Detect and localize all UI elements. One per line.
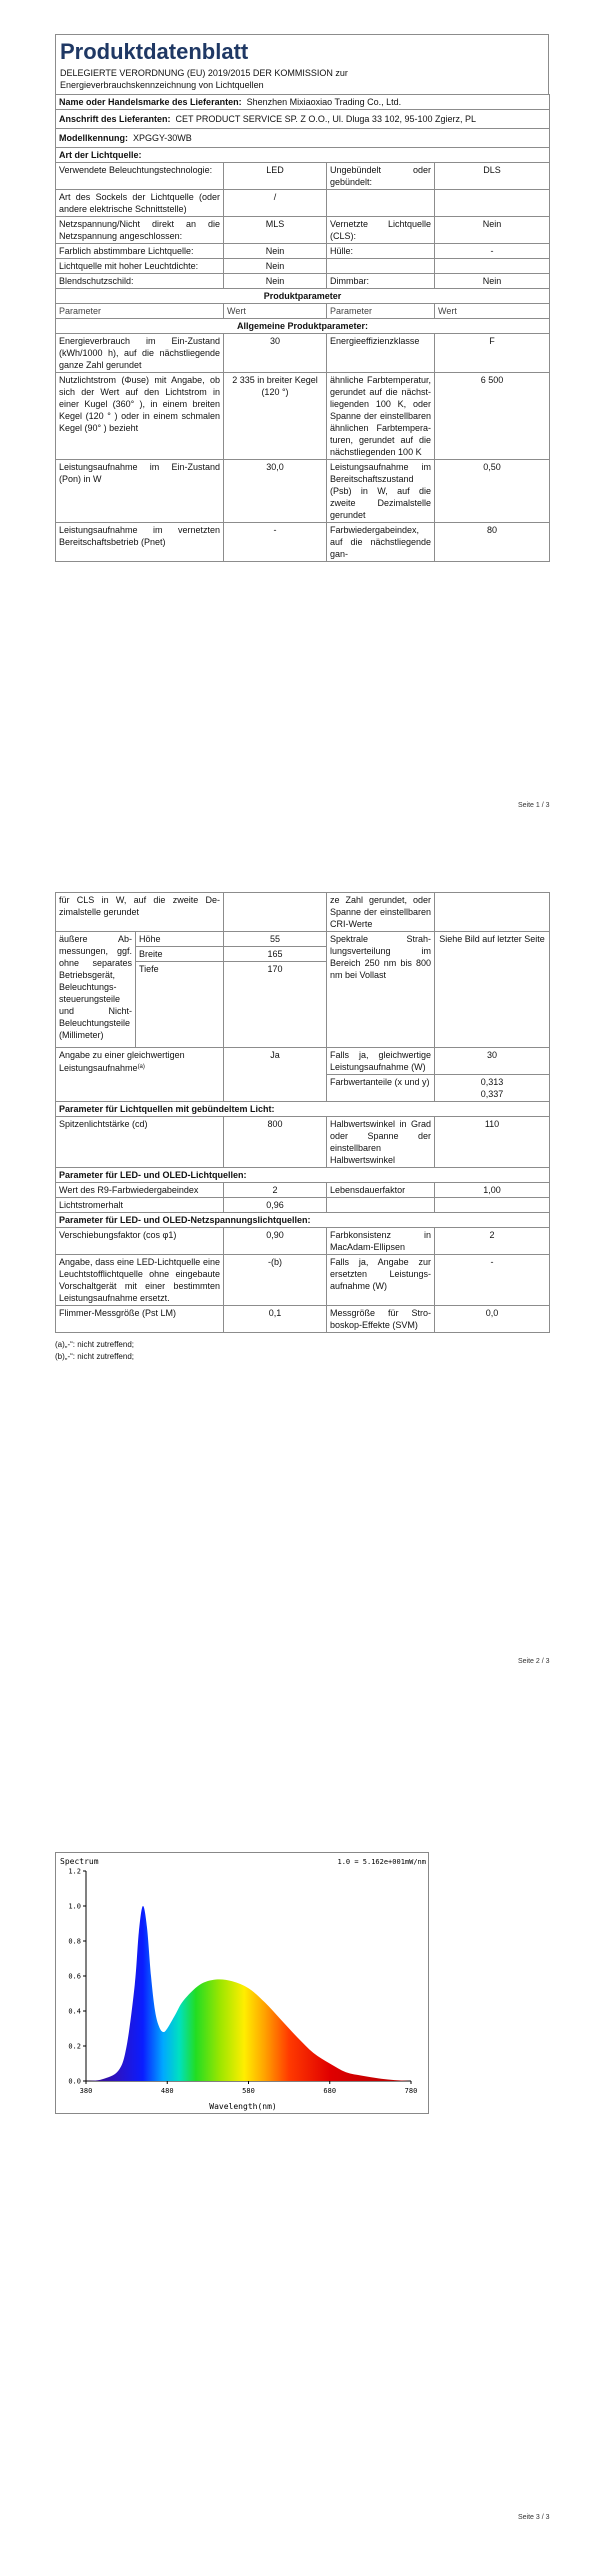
- page-1-content: [55, 34, 549, 562]
- lst-value: /: [224, 190, 327, 217]
- lst-row: [56, 190, 550, 217]
- lst-value: Nein: [224, 274, 327, 289]
- param-row: [56, 523, 550, 562]
- lst-label: Lichtquelle mit hoher Leuchtdichte:: [56, 259, 224, 274]
- param-value: 0,0: [435, 1306, 550, 1333]
- chart-title: Spectrum: [60, 1857, 99, 1866]
- y-tick-label: 1.2: [68, 1867, 81, 1876]
- width-label: Breite: [136, 947, 224, 962]
- param-label: Spitzenlichtstärke (cd): [56, 1117, 224, 1168]
- spectrum-area: [86, 1906, 411, 2081]
- param-label: Wert des R9-Farbwiedergabeindex: [56, 1183, 224, 1198]
- param-header-row: [56, 304, 550, 319]
- supplier-address-value: CET PRODUCT SERVICE SP. Z O.O., Ul. Dluga 33 102, 95-100 Zgierz, PL: [175, 114, 477, 124]
- param-row: [56, 334, 550, 373]
- spectral-value: Siehe Bild auf letzter Seite: [435, 932, 550, 1048]
- spectrum-svg: [56, 1853, 430, 2115]
- col-value-header: Wert: [435, 304, 550, 319]
- model-label: Modellkennung:: [59, 133, 128, 143]
- param-label: Leistungsaufnahme im Bereitschaftszustand (Psb) in W, auf die zweite Dezimalstelle gerundet: [327, 460, 435, 523]
- lst-label: Verwendete Beleuchtungstechnologie:: [56, 163, 224, 190]
- lst-value: [435, 190, 550, 217]
- x-tick-label: 480: [160, 2087, 174, 2095]
- param-row: [56, 1306, 550, 1333]
- height-label: Höhe: [136, 932, 224, 947]
- param-value: 80: [435, 523, 550, 562]
- param-row: [56, 1117, 550, 1168]
- param-label: Leistungsaufnahme im vernetzten Bereitschaftsbetrieb (Pnet): [56, 523, 224, 562]
- param-value: 0,1: [224, 1306, 327, 1333]
- param-value: 30,0: [224, 460, 327, 523]
- param-label: Falls ja, Angabe zur ersetzten Leistungsaufnahme (W): [327, 1255, 435, 1306]
- y-tick-label: 0.4: [68, 2007, 81, 2016]
- model-value: XPGGY-30WB: [133, 133, 192, 143]
- page-number-3: Seite 3 / 3: [518, 2514, 550, 2521]
- x-tick-label: 780: [404, 2087, 418, 2095]
- col-value-header: Wert: [224, 304, 327, 319]
- spectral-label: Spektrale Strahlungsverteilung im Bereich 250 nm bis 800 nm bei Vollast: [327, 932, 435, 1048]
- lst-value: DLS: [435, 163, 550, 190]
- lst-value: Nein: [224, 244, 327, 259]
- param-row: [56, 373, 550, 460]
- dimensions-label: äußere Abmessungen, ggf. ohne separates Betriebsgerät, Beleuchtungssteuerungsteile und Nicht-Beleuchtungsteile (Millimeter): [56, 932, 136, 1048]
- footnote-b: (b)„-“: nicht zutreffend;: [55, 1352, 134, 1361]
- page-2-content: [55, 892, 549, 1363]
- equiv-row: [56, 1048, 550, 1075]
- supplier-address-label: Anschrift des Lieferanten:: [59, 114, 171, 124]
- param-value: F: [435, 334, 550, 373]
- param-label: Nutzlichtstrom (Φuse) mit Angabe, ob sich der Wert auf den Lichtstrom in einer Kugel (360° ), in einem breiten Kegel (120 ° ) oder in einem schmalen Kegel (90° ) bezieht: [56, 373, 224, 460]
- lst-label: Blendschutzschild:: [56, 274, 224, 289]
- lst-value: Nein: [224, 259, 327, 274]
- param-value: -: [435, 1255, 550, 1306]
- param-row-continued: [56, 893, 550, 932]
- param-value: 1,00: [435, 1183, 550, 1198]
- header-box: [55, 34, 549, 94]
- x-tick-label: 580: [242, 2087, 255, 2095]
- chart-annotation: 1.0 = 5.162e+001mW/nm: [337, 1858, 426, 1866]
- general-params-heading: Allgemeine Produktparameter:: [56, 319, 550, 334]
- param-label: Leistungsaufnahme im Ein-Zustand (Pon) in W: [56, 460, 224, 523]
- chromaticity-value: 0,313 0,337: [435, 1075, 550, 1102]
- equiv-value: Ja: [224, 1048, 327, 1102]
- param-label: Farbkonsistenz in MacAdam-Ellipsen: [327, 1228, 435, 1255]
- depth-value: 170: [224, 962, 327, 1048]
- lst-row: [56, 244, 550, 259]
- dimensions-row: [56, 932, 550, 947]
- lst-label: [327, 259, 435, 274]
- footnote-a: (a)„-“: nicht zutreffend;: [55, 1340, 134, 1349]
- led-heading: Parameter für LED- und OLED-Lichtquellen:: [56, 1168, 550, 1183]
- param-value: 0,90: [224, 1228, 327, 1255]
- lst-value: LED: [224, 163, 327, 190]
- supplier-table: [55, 94, 550, 562]
- supplier-name-row: [56, 95, 550, 110]
- y-tick-label: 0.2: [68, 2042, 81, 2051]
- lst-value: MLS: [224, 217, 327, 244]
- mains-heading: Parameter für LED- und OLED-Netzspannungslichtquellen:: [56, 1213, 550, 1228]
- page-number-2: Seite 2 / 3: [518, 1658, 550, 1665]
- y-tick-label: 0.8: [68, 1937, 81, 1946]
- page-title: Produktdatenblatt: [60, 39, 249, 64]
- param-value: [435, 893, 550, 932]
- regulation-line-2: Energieverbrauchskennzeichnung von Lichtquellen: [60, 80, 264, 90]
- depth-label: Tiefe: [136, 962, 224, 1048]
- param-value: 2: [224, 1183, 327, 1198]
- lst-row: [56, 274, 550, 289]
- lst-value: Nein: [435, 274, 550, 289]
- page-number-1: Seite 1 / 3: [518, 802, 550, 809]
- equiv-power-label: Falls ja, gleichwertige Leistungsaufnahme (W): [327, 1048, 435, 1075]
- param-row: [56, 1255, 550, 1306]
- param-row: [56, 1183, 550, 1198]
- lst-label: Dimmbar:: [327, 274, 435, 289]
- param-value: 800: [224, 1117, 327, 1168]
- lst-label: Vernetzte Lichtquelle (CLS):: [327, 217, 435, 244]
- param-value: 2 335 in breiter Kegel (120 °): [224, 373, 327, 460]
- param-value: 0,50: [435, 460, 550, 523]
- param-value: 0,96: [224, 1198, 327, 1213]
- param-label: Lichtstromerhalt: [56, 1198, 224, 1213]
- param-value: [224, 893, 327, 932]
- regulation-line-1: DELEGIERTE VERORDNUNG (EU) 2019/2015 DER KOMMISSION zur: [60, 68, 348, 78]
- param-label: Farbwiedergabeindex, auf die nächstliegende gan-: [327, 523, 435, 562]
- params-table-continued: [55, 892, 550, 1333]
- y-tick-label: 0.6: [68, 1972, 81, 1981]
- equiv-power-value: 30: [435, 1048, 550, 1075]
- x-axis-label: Wavelength(nm): [209, 2102, 277, 2111]
- param-value: -: [224, 523, 327, 562]
- lst-label: Art des Sockels der Lichtquelle (oder andere elektrische Schnittstelle): [56, 190, 224, 217]
- equiv-label: Angabe zu einer gleichwertigen Leistungsaufnahme$^{(a)}$: [56, 1048, 224, 1102]
- param-label: Flimmer-Messgröße (Pst LM): [56, 1306, 224, 1333]
- param-label: Lebensdauerfaktor: [327, 1183, 435, 1198]
- lst-label: Farblich abstimmbare Lichtquelle:: [56, 244, 224, 259]
- lst-row: [56, 259, 550, 274]
- param-row: [56, 1198, 550, 1213]
- param-value: 110: [435, 1117, 550, 1168]
- col-param-header: Parameter: [56, 304, 224, 319]
- col-param-header: Parameter: [327, 304, 435, 319]
- lst-value: Nein: [435, 217, 550, 244]
- param-label: ähnliche Farbtemperatur, gerundet auf die nächstliegenden 100 K, oder Spanne der einstellbaren ähnlichen Farbtemperaturen, gerundet auf die nächstliegenden 100 K: [327, 373, 435, 460]
- param-label: Messgröße für Stroboskop-Effekte (SVM): [327, 1306, 435, 1333]
- y-tick-label: 1.0: [68, 1902, 81, 1911]
- param-label: Energieverbrauch im Ein-Zustand (kWh/1000 h), auf die nächstliegende ganze Zahl gerundet: [56, 334, 224, 373]
- supplier-name-value: Shenzhen Mixiaoxiao Trading Co., Ltd.: [246, 97, 402, 107]
- param-label: ze Zahl gerundet, oder Spanne der einstellbaren CRI-Werte: [327, 893, 435, 932]
- param-label: Halbwertswinkel in Grad oder Spanne der einstellbaren Halbwertswinkel: [327, 1117, 435, 1168]
- directional-heading: Parameter für Lichtquellen mit gebündeltem Licht:: [56, 1102, 550, 1117]
- width-value: 165: [224, 947, 327, 962]
- lst-label: Netzspannung/Nicht direkt an die Netzspannung angeschlossen:: [56, 217, 224, 244]
- lst-label: [327, 190, 435, 217]
- param-value: [435, 1198, 550, 1213]
- x-tick-label: 380: [79, 2087, 93, 2095]
- param-value: 30: [224, 334, 327, 373]
- supplier-address-row: [56, 110, 550, 129]
- param-label: Verschiebungsfaktor (cos φ1): [56, 1228, 224, 1255]
- spectrum-chart: [55, 1852, 429, 2114]
- x-tick-label: 680: [323, 2087, 337, 2095]
- lst-value: [435, 259, 550, 274]
- spectrum-series: [86, 1906, 411, 2081]
- param-value: -(b): [224, 1255, 327, 1306]
- y-tick-label: 0.0: [68, 2077, 81, 2086]
- lst-label: Hülle:: [327, 244, 435, 259]
- light-source-type-heading: Art der Lichtquelle:: [56, 148, 550, 163]
- lst-value: -: [435, 244, 550, 259]
- chromaticity-label: Farbwertanteile (x und y): [327, 1075, 435, 1102]
- param-row: [56, 460, 550, 523]
- height-value: 55: [224, 932, 327, 947]
- param-label: Angabe, dass eine LED-Lichtquelle eine Leuchtstofflichtquelle ohne eingebaute Vorschaltgerät mit einer bestimmten Leistungsaufnahme ersetzt.: [56, 1255, 224, 1306]
- param-row: [56, 1228, 550, 1255]
- supplier-name-label: Name oder Handelsmarke des Lieferanten:: [59, 97, 242, 107]
- lst-label: Ungebündelt oder gebündelt:: [327, 163, 435, 190]
- param-label: für CLS in W, auf die zweite Dezimalstelle gerundet: [56, 893, 224, 932]
- param-label: Energieeffizienzklasse: [327, 334, 435, 373]
- param-value: 6 500: [435, 373, 550, 460]
- model-row: [56, 129, 550, 148]
- product-params-heading: Produktparameter: [56, 289, 550, 304]
- param-value: 2: [435, 1228, 550, 1255]
- param-label: [327, 1198, 435, 1213]
- lst-row: [56, 217, 550, 244]
- lst-row: [56, 163, 550, 190]
